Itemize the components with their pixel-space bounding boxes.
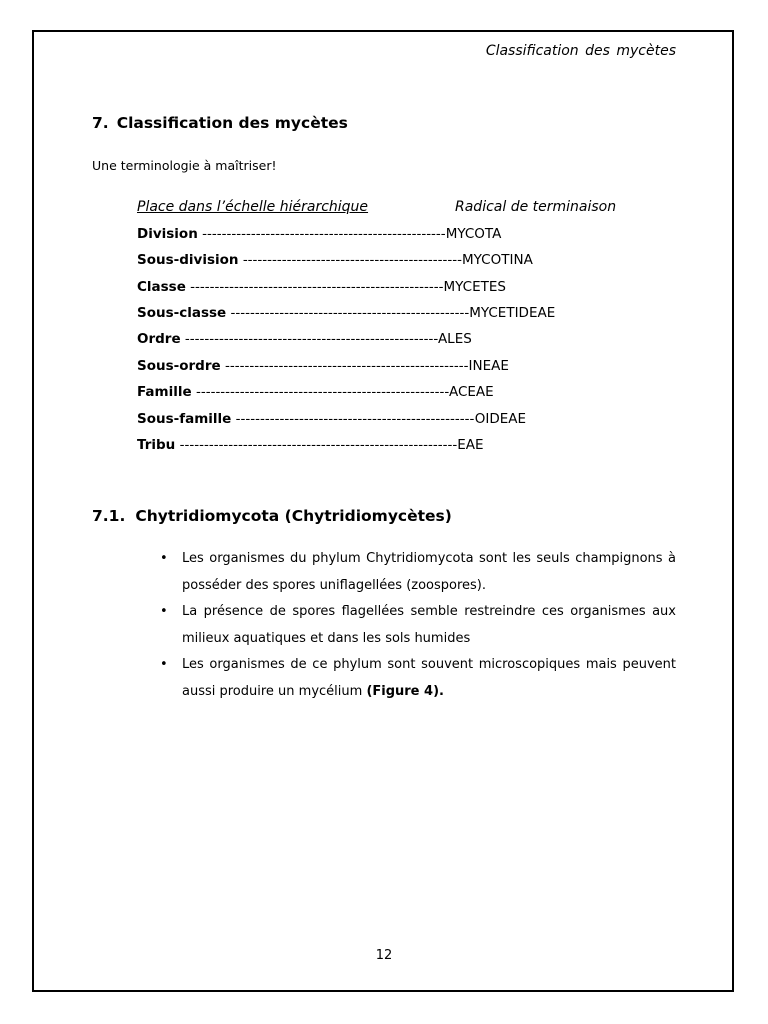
intro-text: Une terminologie à maîtriser! — [92, 158, 277, 173]
dash-leader: --------------------------------------------------------- — [179, 437, 458, 453]
bullet-text: La présence de spores flagellées semble restreindre ces organismes aux milieux aquatiques et dans les sols humides — [182, 604, 676, 646]
rank-label: Ordre — [137, 331, 181, 347]
subsection-title: Chytridiomycota (Chytridiomycètes) — [135, 507, 452, 525]
dash-leader: ---------------------------------------------------- — [190, 279, 444, 295]
bullet-list — [160, 546, 676, 705]
dash-leader: ------------------------------------------------- — [235, 411, 475, 427]
subsection-heading — [92, 507, 452, 525]
running-header: Classification des mycètes — [485, 43, 676, 59]
dash-leader: ------------------------------------------------- — [230, 305, 470, 321]
rank-label: Classe — [137, 279, 186, 295]
suffix-value: MYCETES — [443, 279, 506, 295]
table-row — [137, 437, 484, 453]
bullet-icon: • — [160, 604, 168, 619]
rank-label: Sous-classe — [137, 305, 227, 321]
suffix-value: OIDEAE — [474, 411, 527, 427]
table-row — [137, 358, 509, 374]
suffix-value: MYCETIDEAE — [469, 305, 556, 321]
suffix-value: INEAE — [468, 358, 509, 374]
list-item — [160, 599, 676, 652]
figure-reference: (Figure 4). — [366, 683, 444, 699]
table-row — [137, 279, 506, 295]
table-row — [137, 252, 533, 268]
dash-leader: --------------------------------------------- — [242, 252, 463, 268]
table-row — [137, 411, 526, 427]
dash-leader: ---------------------------------------------------- — [195, 384, 449, 400]
table-row — [137, 226, 501, 242]
column-header-suffix: Radical de terminaison — [455, 199, 617, 215]
bullet-text: Les organismes du phylum Chytridiomycota sont les seuls champignons à posséder des spores uniflagellées (zoospores). — [182, 551, 676, 593]
bullet-icon: • — [160, 551, 168, 566]
suffix-value: EAE — [457, 437, 484, 453]
suffix-value: ALES — [437, 331, 472, 347]
table-row — [137, 331, 472, 347]
rank-label: Tribu — [137, 437, 176, 453]
table-row — [137, 384, 494, 400]
page-number: 12 — [375, 948, 393, 963]
dash-leader: -------------------------------------------------- — [224, 358, 469, 374]
rank-label: Division — [137, 226, 198, 242]
rank-label: Sous-ordre — [137, 358, 221, 374]
suffix-value: MYCOTINA — [462, 252, 533, 268]
suffix-value: MYCOTA — [445, 226, 502, 242]
table-row — [137, 305, 555, 321]
bullet-icon: • — [160, 657, 168, 672]
list-item — [160, 546, 676, 599]
subsection-number: 7.1. — [92, 507, 126, 525]
suffix-value: ACEAE — [448, 384, 494, 400]
rank-label: Sous-famille — [137, 411, 232, 427]
table-header — [137, 199, 639, 215]
section-number: 7. — [92, 114, 109, 132]
column-header-rank: Place dans l’échelle hiérarchique — [137, 199, 369, 215]
section-title: Classification des mycètes — [116, 114, 348, 132]
section-heading — [92, 114, 348, 132]
dash-leader: -------------------------------------------------- — [202, 226, 446, 242]
rank-label: Sous-division — [137, 252, 239, 268]
rank-label: Famille — [137, 384, 192, 400]
dash-leader: ---------------------------------------------------- — [184, 331, 438, 347]
list-item — [160, 652, 676, 705]
bullet-text: Les organismes de ce phylum sont souvent microscopiques mais peuvent aussi produire un mycélium — [182, 657, 676, 699]
